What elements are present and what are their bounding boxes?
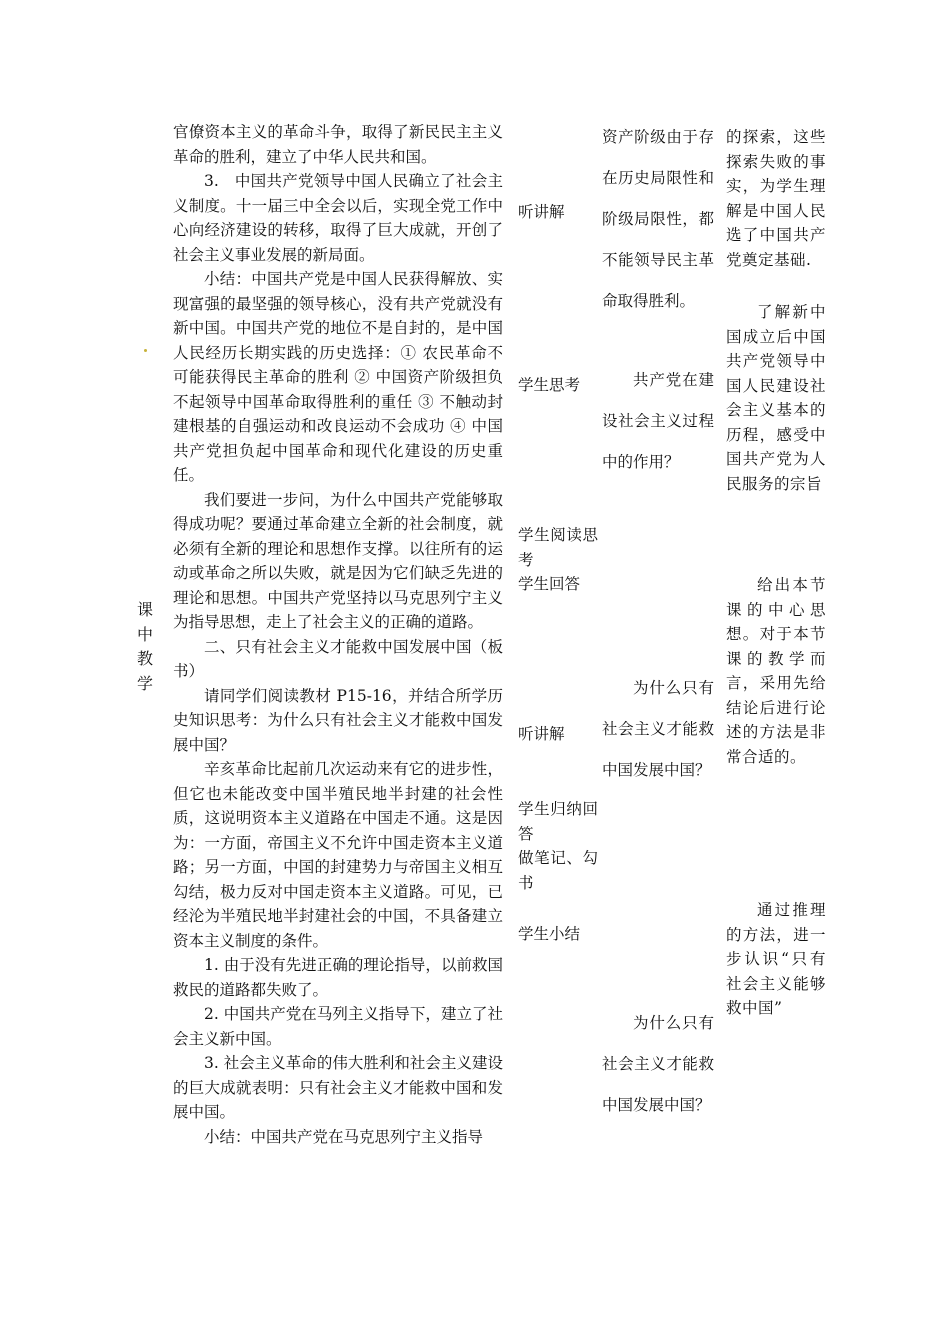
- question-text: 为什么只有社会主义才能救中国发展中国？: [602, 679, 714, 779]
- activity-item: 做笔记、勾书: [518, 849, 598, 892]
- activity-item: 学生小结: [518, 925, 581, 943]
- speck-mark: [144, 349, 147, 352]
- question-text: 资产阶级由于存在历史局限性和阶级局限性，都不能领导民主革命取得胜利。: [602, 128, 714, 310]
- question-text: 共产党在建设社会主义过程中的作用？: [602, 371, 714, 471]
- main-paragraph: 小结：中国共产党在马克思列宁主义指导: [204, 1127, 484, 1146]
- main-paragraph: 请同学们阅读教材 P15-16，并结合所学历史知识思考：为什么只有社会主义才能救中国发展中国？: [173, 686, 503, 754]
- activity-item: 学生归纳回答: [518, 800, 598, 843]
- main-content-column: [173, 120, 503, 1149]
- main-paragraph: 1. 由于没有先进正确的理论指导，以前救国救民的道路都失败了。: [173, 956, 503, 999]
- intent-text: 通过推理的方法，进一步认识“只有社会主义能够救中国”: [726, 901, 826, 1017]
- main-heading: 二、只有社会主义才能救中国发展中国（板书）: [173, 637, 503, 680]
- activity-item: 学生回答: [518, 575, 581, 593]
- question-text: 为什么只有社会主义才能救中国发展中国？: [602, 1014, 714, 1114]
- activity-item: 学生阅读思考: [518, 526, 598, 569]
- activity-item: 听讲解: [518, 203, 565, 221]
- main-paragraph: 小结：中国共产党是中国人民获得解放、实现富强的最坚强的领导核心，没有共产党就没有新中国。中国共产党的地位不是自封的，是中国人民经历长期实践的历史选择：① 农民革命不可能获得民主革命的胜利 ② 中国资产阶级担负不起领导中国革命取得胜利的重任 ③ 不触动封建根基的自强运动和改良运动不会成功 ④ 中国共产党担负起中国革命和现代化建设的历史重任。: [173, 270, 503, 484]
- main-paragraph: 2. 中国共产党在马列主义指导下，建立了社会主义新中国。: [173, 1005, 503, 1048]
- main-paragraph: 3. 中国共产党领导中国人民确立了社会主义制度。十一届三中全会以后，实现全党工作中心向经济建设的转移，取得了巨大成就，开创了社会主义事业发展的新局面。: [173, 172, 503, 264]
- intent-text: 了解新中国成立后中国共产党领导中国人民建设社会主义基本的历程，感受中国共产党为人民服务的宗旨: [726, 303, 826, 493]
- intent-text: 给出本节课的中心思想。对于本节课的教学而言，采用先给结论后进行论述的方法是非常合适的。: [726, 576, 826, 766]
- section-label: 课中教学: [136, 600, 153, 693]
- activity-item: 学生思考: [518, 376, 581, 394]
- main-paragraph: 辛亥革命比起前几次运动来有它的进步性，但它也未能改变中国半殖民地半封建的社会性质，这说明资本主义道路在中国走不通。这是因为：一方面，帝国主义不允许中国走资本主义道路；另一方面，中国的封建势力与帝国主义相互勾结，极力反对中国走资本主义道路。可见，已经沦为半殖民地半封建社会的中国，不具备建立资本主义制度的条件。: [173, 760, 503, 950]
- main-paragraph: 3. 社会主义革命的伟大胜利和社会主义建设的巨大成就表明：只有社会主义才能救中国和发展中国。: [173, 1054, 503, 1121]
- main-paragraph: 官僚资本主义的革命斗争，取得了新民民主主义革命的胜利，建立了中华人民共和国。: [173, 123, 503, 166]
- main-paragraph: 我们要进一步问，为什么中国共产党能够取得成功呢？要通过革命建立全新的社会制度，就必须有全新的理论和思想作支撑。以往所有的运动或革命之所以失败，就是因为它们缺乏先进的理论和思想。中国共产党坚持以马克思列宁主义为指导思想，走上了社会主义的正确的道路。: [173, 490, 503, 631]
- intent-text: 的探索，这些探索失败的事实，为学生理解是中国人民选了中国共产党奠定基础.: [726, 128, 826, 269]
- activity-item: 听讲解: [518, 725, 565, 743]
